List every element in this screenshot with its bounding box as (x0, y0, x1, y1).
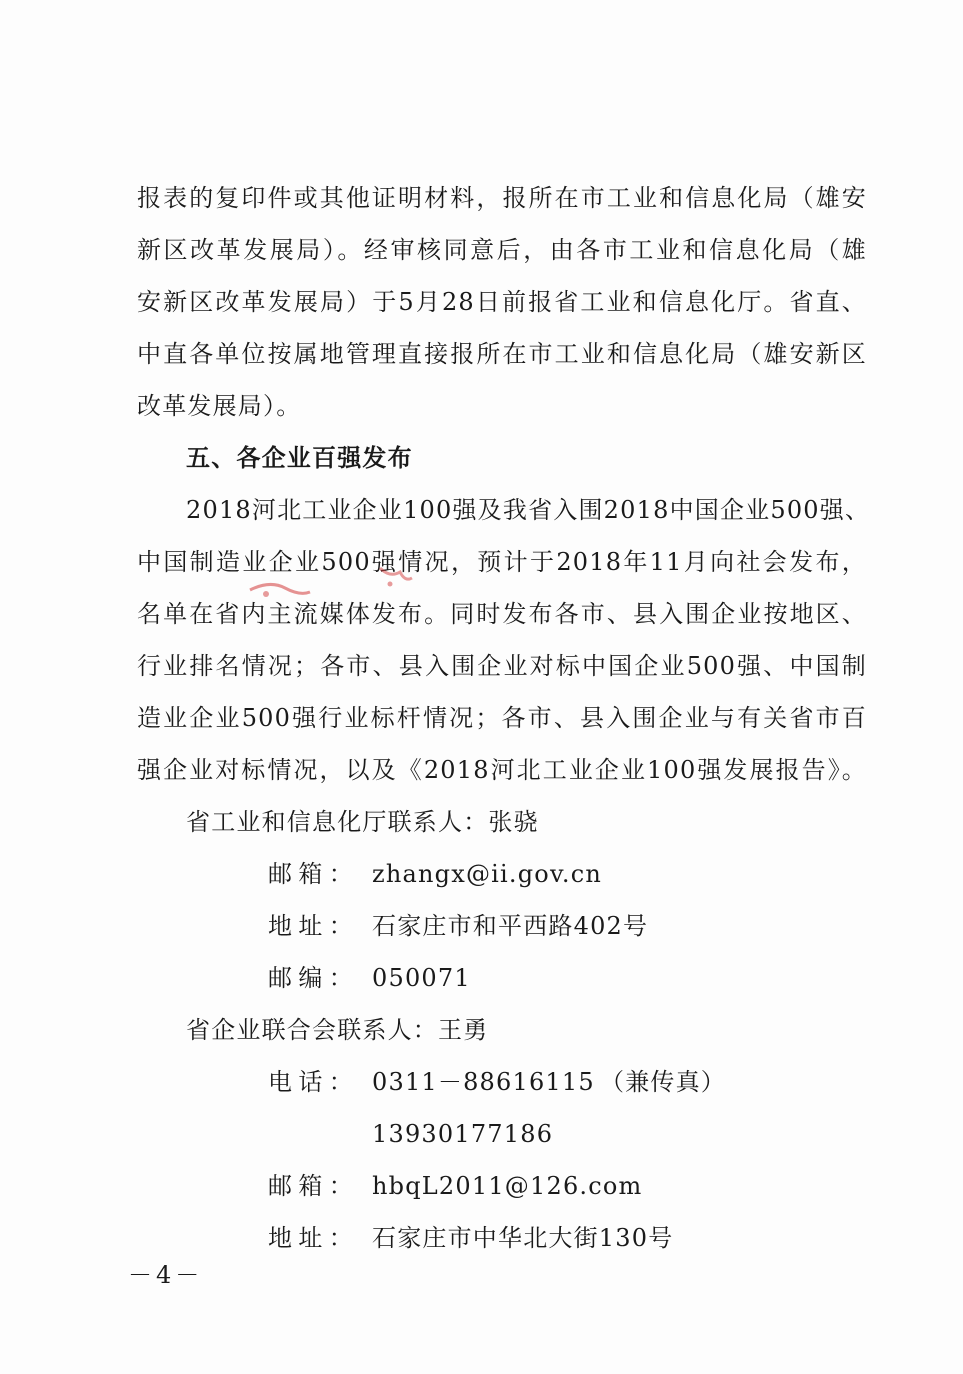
page-number: －4－ (128, 1261, 204, 1289)
paragraph-line: 造业企业500强行业标杆情况；各市、县入围企业与有关省市百 (137, 704, 867, 732)
phone-label: 电话： (268, 1068, 354, 1096)
paragraph-line: 名单在省内主流媒体发布。同时发布各市、县入围企业按地区、 (137, 600, 867, 628)
address-value: 石家庄市和平西路402号 (372, 912, 649, 940)
paragraph-line: 改革发展局）。 (137, 392, 302, 420)
contact-title: 省工业和信息化厅联系人：张骁 (186, 808, 539, 836)
paragraph-line: 安新区改革发展局）于5月28日前报省工业和信息化厅。省直、 (137, 288, 867, 316)
section-heading: 五、各企业百强发布 (186, 443, 413, 472)
address-label: 地址： (268, 912, 354, 940)
mobile-value: 13930177186 (372, 1120, 554, 1148)
paragraph-line: 强企业对标情况，以及《2018河北工业企业100强发展报告》。 (137, 756, 867, 784)
paragraph-line: 中直各单位按属地管理直接报所在市工业和信息化局（雄安新区 (137, 340, 867, 368)
paragraph-line: 中国制造业企业500强情况，预计于2018年11月向社会发布， (137, 548, 867, 576)
mobile-row (0, 1116, 963, 1152)
seal-stamp-mark (240, 560, 420, 610)
address-row (0, 908, 963, 944)
address-label: 地址： (268, 1224, 354, 1252)
email-label: 邮箱： (268, 1172, 354, 1200)
email-row (0, 856, 963, 892)
paragraph-line: 2018河北工业企业100强及我省入围2018中国企业500强、 (186, 496, 871, 524)
postcode-label: 邮编： (268, 964, 354, 992)
postcode-value: 050071 (372, 964, 471, 992)
email-label: 邮箱： (268, 860, 354, 888)
phone-value: 0311－88616115 (372, 1068, 595, 1096)
paragraph-line: 报表的复印件或其他证明材料，报所在市工业和信息化局（雄安 (137, 184, 867, 212)
contact-title: 省企业联合会联系人：王勇 (186, 1016, 489, 1044)
phone-row (0, 1064, 963, 1100)
paragraph-line: 行业排名情况；各市、县入围企业对标中国企业500强、中国制 (137, 652, 867, 680)
postcode-row (0, 960, 963, 996)
email-row (0, 1168, 963, 1204)
email-value: hbqL2011@126.com (372, 1172, 643, 1200)
email-value: zhangx@ii.gov.cn (372, 860, 602, 888)
fax-note: （兼传真） (600, 1068, 726, 1096)
address-value: 石家庄市中华北大街130号 (372, 1224, 674, 1252)
paragraph-line: 新区改革发展局）。经审核同意后，由各市工业和信息化局（雄 (137, 236, 867, 264)
address-row (0, 1220, 963, 1256)
